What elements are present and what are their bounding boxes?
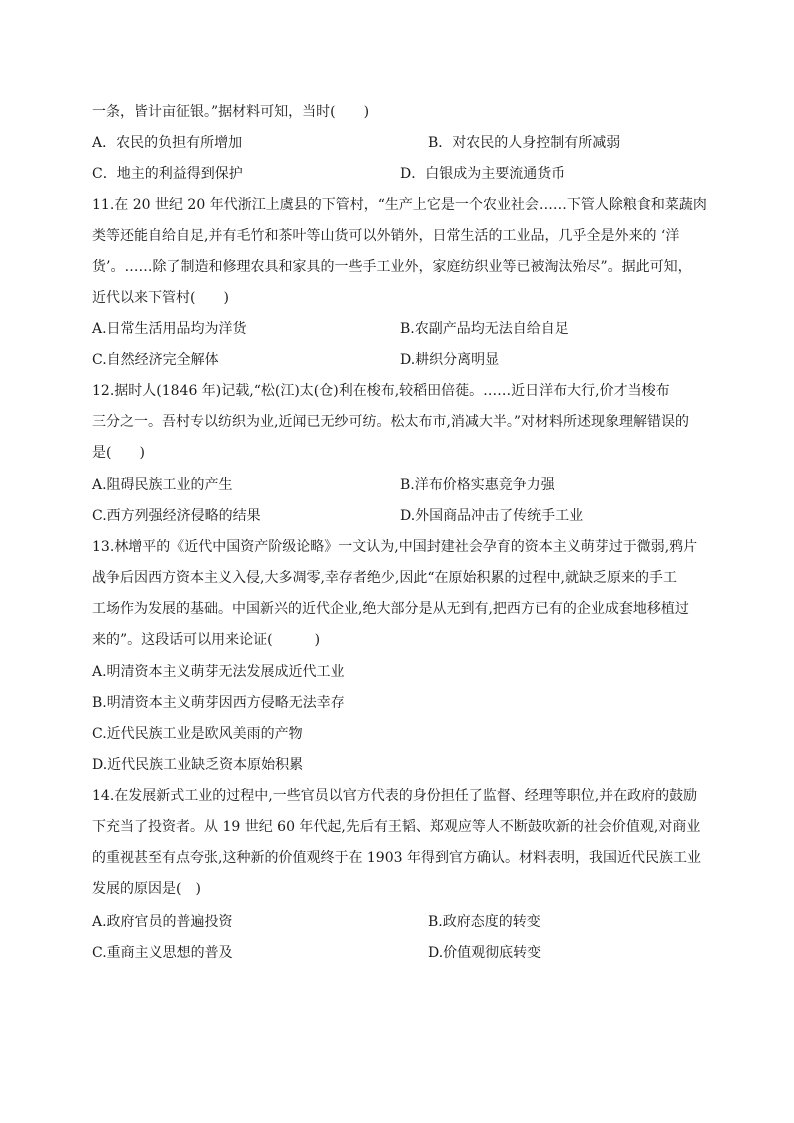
- q12-stem-line: 三分之一。吾村专以纺织为业,近闻已无纱可纺。松太布市,消减大半。”对材料所述现象理解错误的: [92, 414, 690, 430]
- q14-stem-line: 发展的原因是( ): [92, 881, 201, 897]
- q14-stem-line: 下充当了投资者。从 19 世纪 60 年代起,先后有王韬、郑观应等人不断鼓吹新的社会价值观,对商业: [92, 819, 701, 835]
- q13-stem-line: 来的”。这段话可以用来论证( ): [92, 632, 321, 648]
- q14-option-c: C.重商主义思想的普及: [92, 945, 233, 961]
- q11-option-b: B.农副产品均无法自给自足: [400, 321, 569, 337]
- q13-stem-line: 工场作为发展的基础。中国新兴的近代企业,绝大部分是从无到有,把西方已有的企业成套地移植过: [92, 601, 689, 617]
- q13-option-d: D.近代民族工业缺乏资本原始积累: [92, 757, 304, 773]
- q14-option-a: A.政府官员的普遍投资: [92, 914, 233, 930]
- q13-option-b: B.明清资本主义萌芽因西方侵略无法幸存: [92, 695, 345, 711]
- q14-stem-line: 的重视甚至有点夸张,这种新的价值观终于在 1903 年得到官方确认。材料表明，我国近代民族工业: [92, 850, 701, 866]
- q12-stem-line: 12.据时人(1846 年)记载,“松(江)太(仓)利在梭布,较稻田倍蓰。……近日洋布大行,价才当梭布: [92, 383, 670, 399]
- q13-stem-line: 13.林增平的《近代中国资产阶级论略》一文认为,中国封建社会孕育的资本主义萌芽过于微弱,鸦片: [92, 539, 698, 555]
- q14-stem-line: 14.在发展新式工业的过程中,一些官员以官方代表的身份担任了监督、经理等职位,并在政府的鼓励: [92, 788, 698, 804]
- q11-stem-line: 近代以来下管村( ): [92, 290, 229, 306]
- q12-option-b: B.洋布价格实惠竞争力强: [400, 477, 555, 493]
- q10-option-b: B．对农民的人身控制有所减弱: [428, 135, 621, 151]
- q11-stem-line: 11.在 20 世纪 20 年代浙江上虞县的下管村，“生产上它是一个农业社会……下管人除粮食和菜蔬肉: [92, 197, 707, 213]
- q13-stem-line: 战争后因西方资本主义入侵,大多凋零,幸存者绝少,因此“在原始积累的过程中,就缺乏原来的手工: [92, 570, 677, 586]
- q11-option-a: A.日常生活用品均为洋货: [92, 321, 247, 337]
- q12-stem-line: 是( ): [92, 445, 145, 461]
- q10-option-a: A．农民的负担有所增加: [92, 135, 243, 151]
- q12-option-d: D.外国商品冲击了传统手工业: [400, 508, 584, 524]
- q13-option-a: A.明清资本主义萌芽无法发展成近代工业: [92, 664, 345, 680]
- q11-option-c: C.自然经济完全解体: [92, 352, 219, 368]
- q14-option-b: B.政府态度的转变: [428, 914, 541, 930]
- q13-option-c: C.近代民族工业是欧风美雨的产物: [92, 726, 303, 742]
- q14-option-d: D.价值观彻底转变: [428, 945, 542, 961]
- q10-option-c: C．地主的利益得到保护: [92, 166, 243, 182]
- q11-stem-line: 类等还能自给自足,并有毛竹和茶叶等山货可以外销外，日常生活的工业品，几乎全是外来的 ‘洋: [92, 228, 680, 244]
- q11-option-d: D.耕织分离明显: [400, 352, 500, 368]
- q11-stem-line: 货’。……除了制造和修理农具和家具的一些手工业外，家庭纺织业等已被淘汰殆尽”。据此可知，: [92, 259, 692, 275]
- q12-option-a: A.阻碍民族工业的产生: [92, 477, 233, 493]
- q12-option-c: C.西方列强经济侵略的结果: [92, 508, 261, 524]
- q10-stem: 一条，皆计亩征银。”据材料可知，当时( ): [92, 104, 370, 120]
- q10-option-d: D．白银成为主要流通货币: [400, 166, 566, 182]
